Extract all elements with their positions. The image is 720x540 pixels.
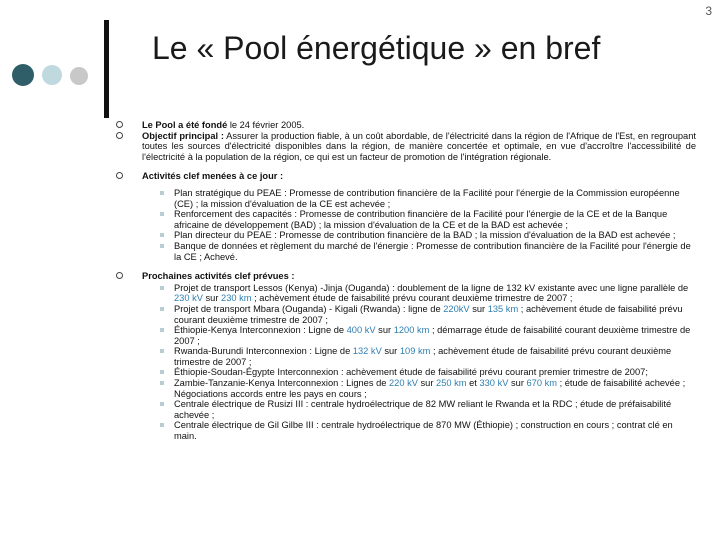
bullet-square: [160, 381, 164, 385]
bullet-square: [160, 328, 164, 332]
activities-label: Activités clef menées à ce jour :: [142, 171, 284, 182]
list-item: Zambie-Tanzanie-Kenya Interconnexion : Lignes de 220 kV sur 250 km et 330 kV sur 670 km ; étude de faisabilité achevée ; Négociations accords entre les pays en cours ;: [160, 378, 696, 399]
activities-list: [160, 188, 696, 262]
bullet-square: [160, 349, 164, 353]
objective-label: Objectif principal :: [142, 130, 224, 141]
title-divider: [104, 20, 109, 118]
bullet-square: [160, 244, 164, 248]
slide-content: [116, 120, 696, 442]
bullet-marker: [116, 172, 123, 179]
bullet-marker: [116, 121, 123, 128]
bullet-square: [160, 286, 164, 290]
list-item: Projet de transport Lessos (Kenya) -Jinja (Ouganda) : doublement de la ligne de 132 kV existante avec une ligne parallèle de 230 kV sur 230 km ; achèvement étude de faisabilité prévu courant deuxième trimestre de 2007 ;: [160, 283, 696, 304]
bullet-marker: [116, 272, 123, 279]
list-item: Rwanda-Burundi Interconnexion : Ligne de 132 kV sur 109 km ; achèvement étude de faisabilité prévu courant deuxième trimestre de 2007 ;: [160, 346, 696, 367]
founded-label: Le Pool a été fondé: [142, 120, 228, 130]
list-item: Éthiopie-Soudan-Égypte Interconnexion : achèvement étude de faisabilité prévu courant premier trimestre de 2007;: [160, 367, 696, 378]
list-item: Centrale électrique de Gil Gilbe III : centrale hydroélectrique de 870 MW (Éthiopie) ; construction en cours ; contrat clé en main.: [160, 420, 696, 441]
bullet-square: [160, 402, 164, 406]
bullet-square: [160, 233, 164, 237]
bullet-founded: [116, 120, 696, 131]
bullet-square: [160, 212, 164, 216]
bullet-upcoming: [116, 271, 696, 282]
list-item: Plan stratégique du PEAE : Promesse de contribution financière de la Facilité pour l'énergie de la Commission européenne (CE) ; la mission d'évaluation de la CE est achevée ;: [160, 188, 696, 209]
upcoming-label: Prochaines activités clef prévues :: [142, 271, 295, 282]
upcoming-list: [160, 283, 696, 442]
bullet-objective: [116, 131, 696, 163]
bullet-square: [160, 307, 164, 311]
decor-dot-light: [42, 65, 62, 85]
decor-dot-grey: [70, 67, 88, 85]
list-item: Plan directeur du PEAE : Promesse de contribution financière de la BAD ; la mission d'évaluation de la BAD est achevée ;: [160, 230, 696, 241]
list-item: Projet de transport Mbara (Ouganda) - Kigali (Rwanda) : ligne de 220kV sur 135 km ; achèvement étude de faisabilité prévu courant deuxième trimestre de 2007 ;: [160, 304, 696, 325]
bullet-square: [160, 191, 164, 195]
objective-text: Assurer la production fiable, à un coût abordable, de l'électricité dans la région de l'Afrique de l'Est, en regroupant toutes les sources d'électricité disponibles dans la région, de manière concertée et optimale, en vue d'accroître l'accessibilité de l'électricité à la population de la région, ce qui est un facteur de promotion de l'intégration régionale.: [142, 130, 696, 162]
list-item: Renforcement des capacités : Promesse de contribution financière de la Facilité pour l'énergie de la CE et de la Banque africaine de développement (BAD) ; la mission d'évaluation de la CE et de la BAD est achevée ;: [160, 209, 696, 230]
bullet-marker: [116, 132, 123, 139]
decor-dot-dark: [12, 64, 34, 86]
page-title: Le « Pool énergétique » en bref: [152, 30, 601, 66]
list-item: Centrale électrique de Rusizi III : centrale hydroélectrique de 82 MW reliant le Rwanda et la RDC ; étude de préfaisabilité achevée ;: [160, 399, 696, 420]
list-item: Banque de données et règlement du marché de l'énergie : Promesse de contribution financière de la Facilité pour l'énergie de la CE ; Achevé.: [160, 241, 696, 262]
bullet-square: [160, 370, 164, 374]
bullet-square: [160, 423, 164, 427]
page-number: 3: [705, 4, 712, 18]
bullet-activities: [116, 171, 696, 182]
founded-text: le 24 février 2005.: [227, 120, 305, 130]
list-item: Éthiopie-Kenya Interconnexion : Ligne de 400 kV sur 1200 km ; démarrage étude de faisabilité courant deuxième trimestre de 2007 ;: [160, 325, 696, 346]
